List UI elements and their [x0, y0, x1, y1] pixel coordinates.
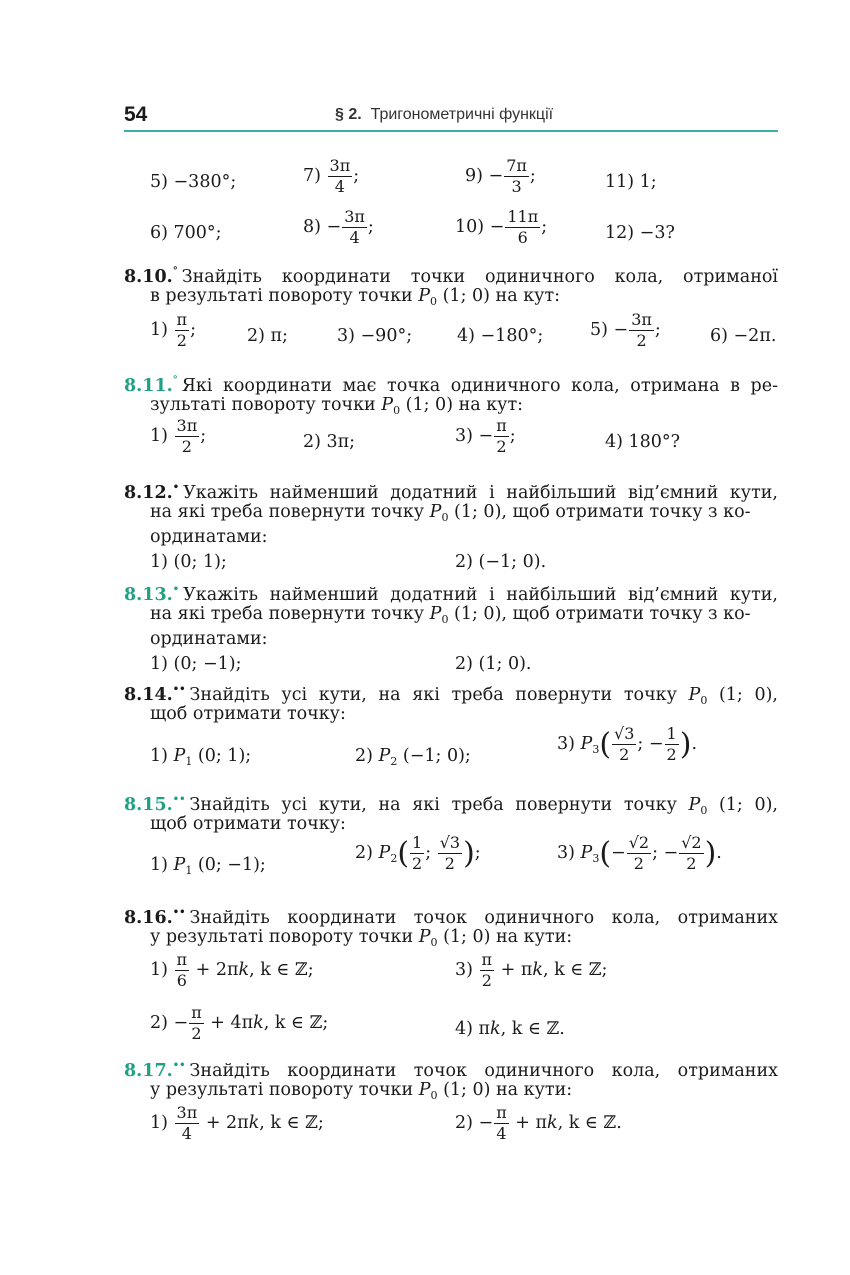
problem-8-11-opt1: 1) $\frac{3\pi}{2}$ ;	[150, 416, 207, 456]
problem-8-11-opt2: 2) 3π;	[303, 432, 356, 452]
problem-8-11-opt4: 4) 180°?	[605, 432, 681, 452]
running-header	[335, 106, 553, 124]
item-8: 8) − $\frac{3\pi}{4}$ ;	[303, 207, 374, 247]
problem-8-14-opt1: 1) $P_1$ (0; 1);	[150, 746, 252, 768]
problem-8-16-opt2: 2) − $\frac{\pi}{2}$ + 4πk, k ∈ ℤ;	[150, 1003, 329, 1043]
problem-8-12-line3: ординатами:	[150, 527, 268, 547]
page-number: 54	[124, 103, 148, 126]
problem-8-13-line3: ординатами:	[150, 629, 268, 649]
problem-8-14-line2: щоб отримати точку:	[150, 704, 346, 724]
header-rule	[124, 130, 778, 132]
problem-8-15-opt1: 1) $P_1$ (0; −1);	[150, 855, 266, 877]
problem-8-12-line1: 8.12.• Укажіть найменший додатний і найбільший від’ємний кути,	[124, 482, 778, 503]
item-5: 5) −380°;	[150, 172, 237, 192]
problem-8-15-opt3: 3) $P_3(-$ $\frac{√2}{2}$ ; − $\frac{√2}{2}$ ).	[557, 833, 722, 873]
problem-8-13-line1: 8.13.• Укажіть найменший додатний і найбільший від’ємний кути,	[124, 584, 778, 605]
item-9: 9) − $\frac{7\pi}{3}$ ;	[465, 156, 536, 196]
problem-8-14-opt2: 2) $P_2$ (−1; 0);	[355, 746, 471, 768]
item-11: 11) 1;	[605, 172, 657, 192]
problem-8-17-line1: 8.17.•• Знайдіть координати точок одиничного кола, отриманих	[124, 1060, 778, 1081]
problem-8-11-opt3: 3) − $\frac{\pi}{2}$ ;	[455, 416, 516, 456]
item-12: 12) −3?	[605, 223, 675, 243]
problem-8-12-opt2: 2) (−1; 0).	[455, 552, 547, 572]
problem-8-10-line2: в результаті повороту точки $P_0$ (1; 0) на кут:	[150, 286, 561, 308]
problem-8-16-opt1: 1) $\frac{\pi}{6}$ + 2πk, k ∈ ℤ;	[150, 950, 314, 990]
problem-8-16-line2: у результаті повороту точки $P_0$ (1; 0) на кути:	[150, 927, 573, 949]
problem-8-17-opt1: 1) $\frac{3\pi}{4}$ + 2πk, k ∈ ℤ;	[150, 1103, 324, 1143]
problem-8-10-opt6: 6) −2π.	[710, 326, 777, 346]
problem-8-10-opt5: 5) − $\frac{3\pi}{2}$ ;	[590, 310, 661, 350]
problem-8-15-opt2: 2) $P_2$( $\frac{1}{2}$ ; $\frac{√3}{2}$ );	[355, 833, 481, 873]
section-number: § 2.	[335, 106, 362, 123]
item-10: 10) − $\frac{11\pi}{6}$ ;	[455, 207, 548, 247]
problem-8-17-opt2: 2) − $\frac{\pi}{4}$ + πk, k ∈ ℤ.	[455, 1103, 622, 1143]
problem-8-13-opt2: 2) (1; 0).	[455, 654, 532, 674]
problem-8-14-line1: 8.14.•• Знайдіть усі кути, на які треба повернути точку $P_0$ (1; 0),	[124, 684, 778, 707]
section-title: Тригонометричні функції	[370, 106, 554, 123]
problem-8-11-line2: зультаті повороту точки $P_0$ (1; 0) на кут:	[150, 395, 524, 417]
problem-8-14-opt3: 3) $P_3$( $\frac{√3}{2}$ ; − $\frac{1}{2}$ ).	[557, 724, 698, 764]
problem-8-10-line1: 8.10.° Знайдіть координати точки одиничного кола, отриманої	[124, 266, 778, 287]
problem-8-12-opt1: 1) (0; 1);	[150, 552, 227, 572]
item-7: 7) $\frac{3\pi}{4}$ ;	[303, 156, 360, 196]
problem-8-15-line2: щоб отримати точку:	[150, 814, 346, 834]
problem-8-10-opt3: 3) −90°;	[337, 326, 413, 346]
problem-8-16-line1: 8.16.•• Знайдіть координати точок одиничного кола, отриманих	[124, 907, 778, 928]
problem-8-15-line1: 8.15.•• Знайдіть усі кути, на які треба повернути точку $P_0$ (1; 0),	[124, 794, 778, 817]
problem-8-10-opt1: 1) $\frac{\pi}{2}$ ;	[150, 310, 196, 350]
problem-8-16-opt4: 4) πk, k ∈ ℤ.	[455, 1019, 565, 1039]
problem-8-17-line2: у результаті повороту точки $P_0$ (1; 0) на кути:	[150, 1080, 573, 1102]
problem-8-10-opt4: 4) −180°;	[457, 326, 544, 346]
problem-8-10-opt2: 2) π;	[247, 326, 288, 346]
problem-8-12-line2: на які треба повернути точку $P_0$ (1; 0), щоб отримати точку з ко-	[150, 502, 751, 524]
problem-8-16-opt3: 3) $\frac{\pi}{2}$ + πk, k ∈ ℤ;	[455, 950, 608, 990]
problem-8-11-line1: 8.11.° Які координати має точка одиничного кола, отримана в ре-	[124, 375, 778, 396]
problem-8-13-line2: на які треба повернути точку $P_0$ (1; 0), щоб отримати точку з ко-	[150, 604, 751, 626]
item-6: 6) 700°;	[150, 223, 222, 243]
problem-8-13-opt1: 1) (0; −1);	[150, 654, 242, 674]
